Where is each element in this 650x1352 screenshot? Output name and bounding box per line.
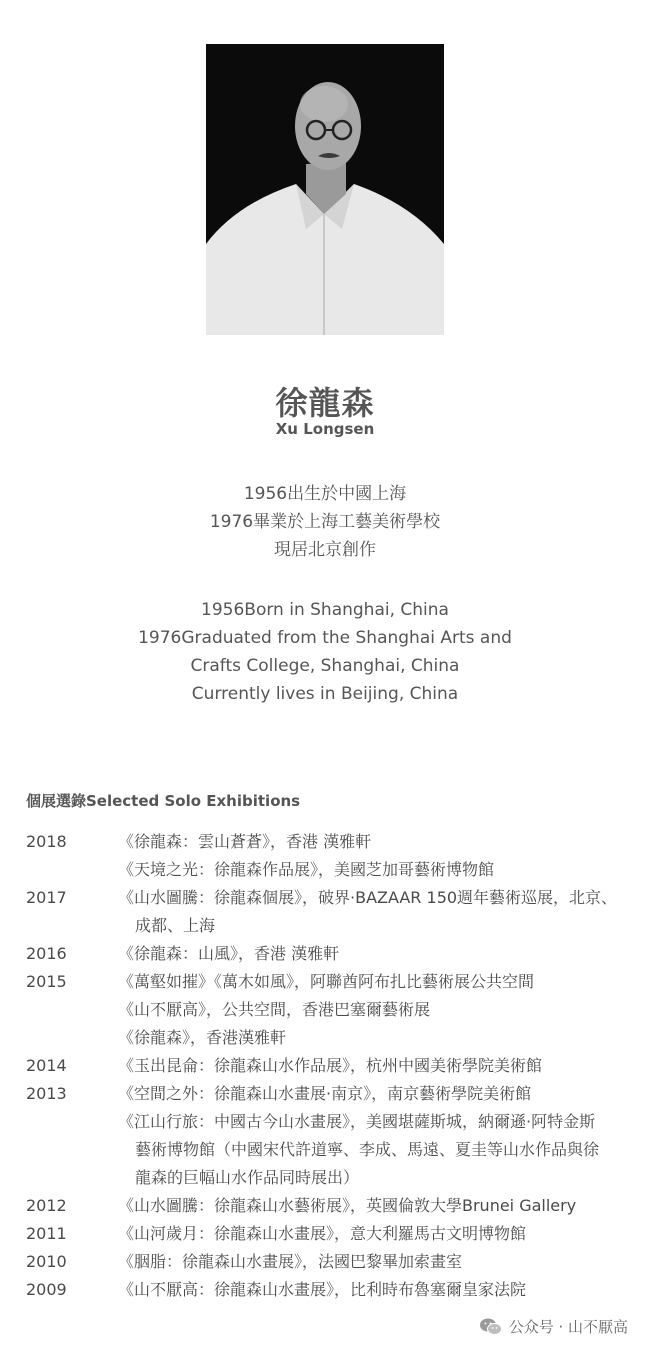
exhibition-text [118,828,636,856]
bio-line: 1956Born in Shanghai, China [201,600,449,620]
exhibition-list [26,828,636,1304]
exhibition-row [26,884,636,940]
exhibition-row [26,1052,636,1080]
section-title: 個展選錄Selected Solo Exhibitions [26,792,301,810]
bio-line: Crafts College, Shanghai, China [190,656,460,676]
exhibition-year: 2010 [26,1252,67,1271]
exhibition-text [118,856,636,884]
exhibition-text [118,884,636,940]
exhibition-year: 2012 [26,1196,67,1215]
footer [479,1316,628,1337]
exhibition-text [118,1108,636,1192]
exhibition-year [26,996,118,1024]
exhibition-line: 《徐龍森：山風》，香港 漢雅軒 [118,944,340,963]
exhibition-line: 《徐龍森：雲山蒼蒼》，香港 漢雅軒 [118,832,372,851]
portrait-image [206,44,444,335]
bio-line: 1976Graduated from the Shanghai Arts and [138,628,512,648]
artist-portrait [206,44,444,335]
exhibition-row [26,996,636,1024]
wechat-icon [479,1317,503,1337]
exhibition-year [26,1024,118,1052]
exhibition-row [26,1220,636,1248]
artist-name-english: Xu Longsen [275,420,375,438]
exhibition-line: 藝術博物館（中國宋代許道寧、李成、馬遠、夏圭等山水作品與徐 [135,1140,600,1159]
exhibition-line: 《山水圖騰：徐龍森山水藝術展》，英國倫敦大學Brunei Gallery [118,1196,577,1215]
exhibition-year: 2016 [26,944,67,963]
exhibition-row [26,940,636,968]
exhibition-text [118,996,636,1024]
exhibition-line: 成都、上海 [135,916,216,935]
exhibition-line: 《山不厭高：徐龍森山水畫展》，比利時布魯塞爾皇家法院 [118,1280,527,1299]
exhibition-line: 《天境之光：徐龍森作品展》，美國芝加哥藝術博物館 [118,860,495,879]
bio-line: 現居北京創作 [274,540,376,560]
exhibition-text [118,1192,636,1220]
bio-chinese [0,480,650,564]
exhibition-line: 《山不厭高》，公共空間，香港巴塞爾藝術展 [118,1000,431,1019]
bio-line: 1976畢業於上海工藝美術學校 [209,512,441,532]
exhibition-line: 《江山行旅：中國古今山水畫展》，美國堪薩斯城，納爾遜·阿特金斯 [118,1112,596,1131]
exhibition-line: 《徐龍森》，香港漢雅軒 [118,1028,287,1047]
exhibition-line: 《山水圖騰：徐龍森個展》，破界·BAZAAR 150週年藝術巡展，北京、 [118,888,618,907]
exhibition-text [118,1220,636,1248]
exhibition-text [118,1052,636,1080]
exhibition-year: 2017 [26,888,67,907]
exhibition-line: 《山河歲月：徐龍森山水畫展》，意大利羅馬古文明博物館 [118,1224,527,1243]
bio-line: Currently lives in Beijing, China [191,684,459,704]
exhibition-text [118,968,636,996]
exhibition-row [26,1024,636,1052]
exhibition-text [118,1248,636,1276]
exhibition-row [26,1192,636,1220]
exhibition-row [26,828,636,856]
exhibition-year [26,856,118,884]
exhibition-year: 2013 [26,1084,67,1103]
exhibition-year: 2009 [26,1280,67,1299]
bio-english [0,596,650,708]
exhibition-text [118,940,636,968]
exhibition-text [118,1024,636,1052]
exhibition-row [26,968,636,996]
exhibition-text [118,1080,636,1108]
exhibition-year: 2014 [26,1056,67,1075]
artist-name-chinese: 徐龍森 [275,384,375,422]
exhibition-line: 《萬壑如摧》《萬木如風》，阿聯酋阿布扎比藝術展公共空間 [118,972,535,991]
exhibition-line: 龍森的巨幅山水作品同時展出） [135,1168,360,1187]
exhibition-text [118,1276,636,1304]
exhibition-row [26,1248,636,1276]
footer-text: 公众号 · 山不厭高 [508,1318,628,1336]
exhibition-year: 2018 [26,832,67,851]
exhibition-row [26,1080,636,1108]
bio-line: 1956出生於中國上海 [243,484,407,504]
exhibition-year: 2011 [26,1224,67,1243]
exhibition-line: 《玉出昆侖：徐龍森山水作品展》，杭州中國美術學院美術館 [118,1056,543,1075]
exhibition-year: 2015 [26,972,67,991]
exhibition-row [26,1108,636,1192]
exhibition-line: 《空間之外：徐龍森山水畫展·南京》，南京藝術學院美術館 [118,1084,532,1103]
exhibition-year [26,1108,118,1192]
exhibition-row [26,1276,636,1304]
exhibition-row [26,856,636,884]
exhibition-line: 《胭脂：徐龍森山水畫展》，法國巴黎畢加索畫室 [118,1252,463,1271]
